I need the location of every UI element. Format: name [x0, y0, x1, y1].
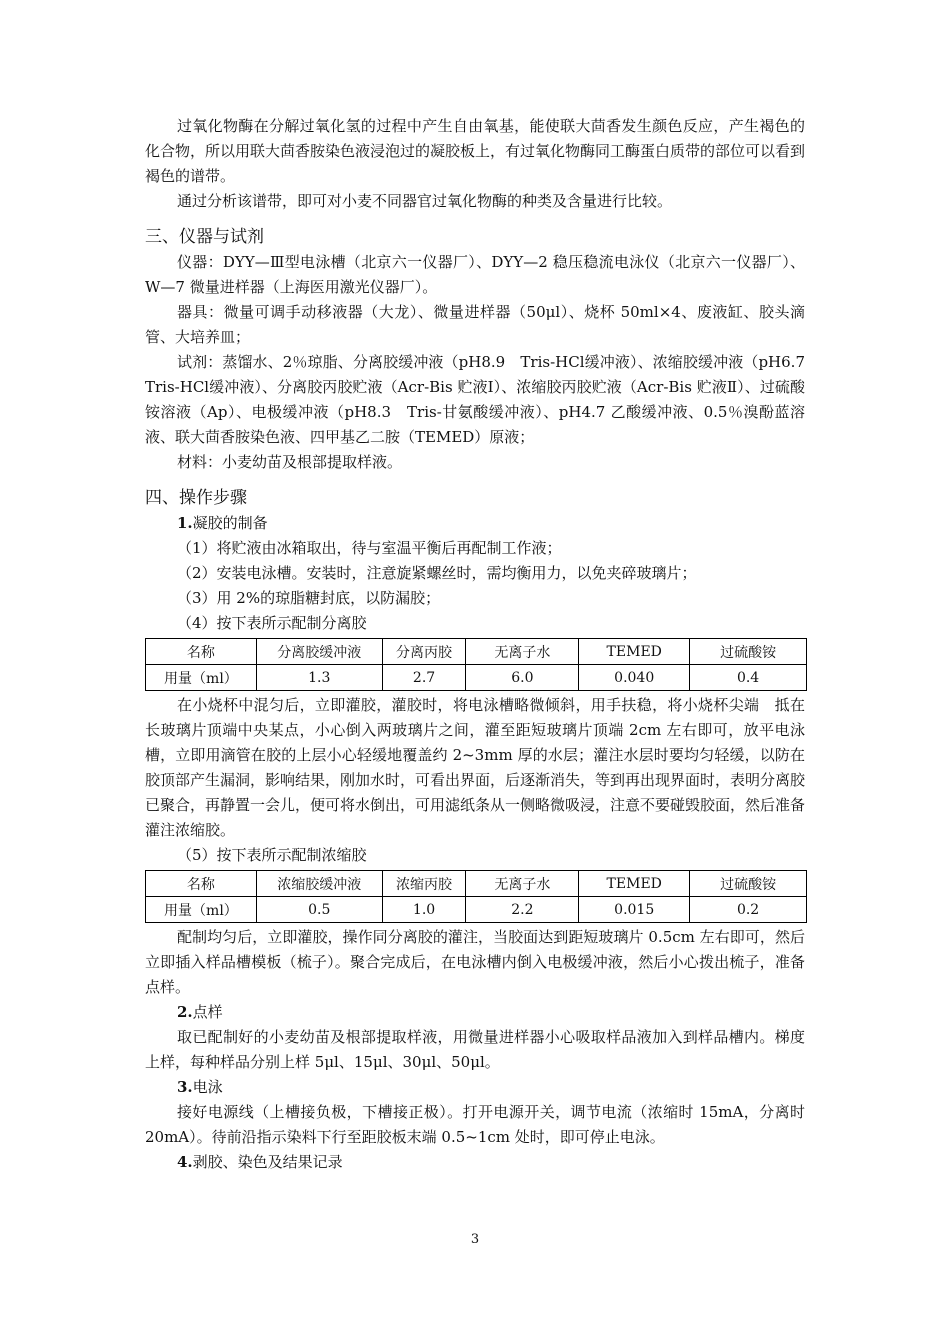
instruments-paragraph: 仪器：DYY—Ⅲ型电泳槽（北京六一仪器厂）、DYY—2 稳压稳流电泳仪（北京六一仪器厂）、W—7 微量进样器（上海医用激光仪器厂）。	[145, 253, 805, 296]
step-1-item: （4）按下表所示配制分离胶	[177, 614, 367, 632]
table-cell: 用量（ml）	[146, 665, 257, 691]
table-cell: 0.2	[690, 897, 807, 923]
table-cell: 1.3	[256, 665, 382, 691]
table-cell: 用量（ml）	[146, 897, 257, 923]
table-header-cell: 分离丙胶	[382, 639, 466, 665]
step-1-item: （2）安装电泳槽。安装时，注意旋紧螺丝时，需均衡用力，以免夹碎玻璃片；	[177, 564, 697, 582]
step-2-number: 2.	[177, 1003, 193, 1021]
table-cell: 2.2	[466, 897, 579, 923]
step-4-heading	[145, 1150, 805, 1175]
table-cell: 6.0	[466, 665, 579, 691]
table-header-row	[146, 871, 807, 897]
table-cell: 0.015	[579, 897, 690, 923]
document-body	[145, 114, 821, 1175]
step-3-heading	[145, 1075, 805, 1100]
step-4-title: 剥胶、染色及结果记录	[192, 1153, 343, 1171]
table-cell: 0.040	[579, 665, 690, 691]
page-number: 3	[470, 1232, 480, 1247]
table-cell: 1.0	[382, 897, 466, 923]
step-3-paragraph: 接好电源线（上槽接负极，下槽接正极）。打开电源开关，调节电流（浓缩时 15mA，分离时 20mA）。待前沿指示染料下行至距胶板末端 0.5~1cm 处时，即可停止电泳。	[145, 1103, 805, 1146]
table-header-cell: TEMED	[579, 871, 690, 897]
table-header-cell: 浓缩胶缓冲液	[256, 871, 382, 897]
table-header-cell: 名称	[146, 639, 257, 665]
stacking-gel-procedure: 配制均匀后，立即灌胶，操作同分离胶的灌注，当胶面达到距短玻璃片 0.5cm 左右即可，然后立即插入样品槽模板（梳子）。聚合完成后，在电泳槽内倒入电极缓冲液，然后小心拨出梳子，准备点样。	[145, 928, 805, 996]
section-4-heading: 四、操作步骤	[145, 488, 247, 508]
apparatus-paragraph: 器具：微量可调手动移液器（大龙）、微量进样器（50μl）、烧杯 50ml×4、废液缸、胶头滴管、大培养皿；	[145, 303, 805, 346]
intro-paragraph-2: 通过分析该谱带，即可对小麦不同器官过氧化物酶的种类及含量进行比较。	[177, 192, 673, 210]
step-4-number: 4.	[177, 1153, 193, 1171]
section-3-heading: 三、仪器与试剂	[145, 227, 264, 247]
table-header-cell: TEMED	[579, 639, 690, 665]
step-1-title: 凝胶的制备	[192, 514, 268, 532]
table-header-cell: 无离子水	[466, 871, 579, 897]
materials-paragraph: 材料：小麦幼苗及根部提取样液。	[177, 453, 403, 471]
table-header-row	[146, 639, 807, 665]
table-header-cell: 浓缩丙胶	[382, 871, 466, 897]
table-header-cell: 分离胶缓冲液	[256, 639, 382, 665]
step-1-item: （3）用 2%的琼脂糖封底，以防漏胶；	[177, 589, 441, 607]
intro-paragraph-1: 过氧化物酶在分解过氧化氢的过程中产生自由氧基，能使联大茴香发生颜色反应，产生褐色的化合物，所以用联大茴香胺染色液浸泡过的凝胶板上，有过氧化物酶同工酶蛋白质带的部位可以看到褐色的谱带。	[145, 117, 806, 185]
step-2-heading	[145, 1000, 805, 1025]
step-2-paragraph: 取已配制好的小麦幼苗及根部提取样液，用微量进样器小心吸取样品液加入到样品槽内。梯度上样，每种样品分别上样 5μl、15μl、30μl、50μl。	[145, 1028, 805, 1071]
separating-gel-procedure: 在小烧杯中混匀后，立即灌胶，灌胶时，将电泳槽略微倾斜，用手扶稳，将小烧杯尖端 抵在长玻璃片顶端中央某点，小心倒入两玻璃片之间，灌至距短玻璃片顶端 2cm 左右即可，放平电泳槽，立即用滴管在胶的上层小心轻缓地覆盖约 2~3mm 厚的水层；灌注水层时要均匀轻缓，以防在胶顶部产生漏洞，影响结果，刚加水时，可看出界面，后逐渐消失，等到再出现界面时，表明分离胶已聚合，再静置一会儿，便可将水倒出，可用滤纸条从一侧略微吸浸，注意不要碰毁胶面，然后准备灌注浓缩胶。	[145, 696, 806, 839]
step-1-item: （5）按下表所示配制浓缩胶	[177, 846, 367, 864]
table-row	[146, 897, 807, 923]
table-cell: 2.7	[382, 665, 466, 691]
table-header-cell: 无离子水	[466, 639, 579, 665]
separating-gel-table	[145, 638, 807, 691]
step-3-title: 电泳	[192, 1078, 223, 1096]
step-3-number: 3.	[177, 1078, 193, 1096]
step-1-item: （1）将贮液由冰箱取出，待与室温平衡后再配制工作液；	[177, 539, 562, 557]
table-header-cell: 名称	[146, 871, 257, 897]
table-header-cell: 过硫酸铵	[690, 639, 807, 665]
table-header-cell: 过硫酸铵	[690, 871, 807, 897]
table-cell: 0.5	[256, 897, 382, 923]
stacking-gel-table	[145, 870, 807, 923]
step-1-heading	[145, 511, 805, 536]
table-row	[146, 665, 807, 691]
table-cell: 0.4	[690, 665, 807, 691]
step-2-title: 点样	[192, 1003, 223, 1021]
step-1-number: 1.	[177, 514, 193, 532]
reagents-paragraph: 试剂：蒸馏水、2％琼脂、分离胶缓冲液（pH8.9 Tris-HCl缓冲液）、浓缩胶缓冲液（pH6.7 Tris-HCl缓冲液）、分离胶丙胶贮液（Acr-Bis 贮液Ⅰ）、浓缩胶丙胶贮液（Acr-Bis 贮液Ⅱ）、过硫酸铵溶液（Ap）、电极缓冲液（pH8.3 Tris-甘氨酸缓冲液）、pH4.7 乙酸缓冲液、0.5％溴酚蓝溶液、联大茴香胺染色液、四甲基乙二胺（TEMED）原液；	[145, 353, 821, 446]
